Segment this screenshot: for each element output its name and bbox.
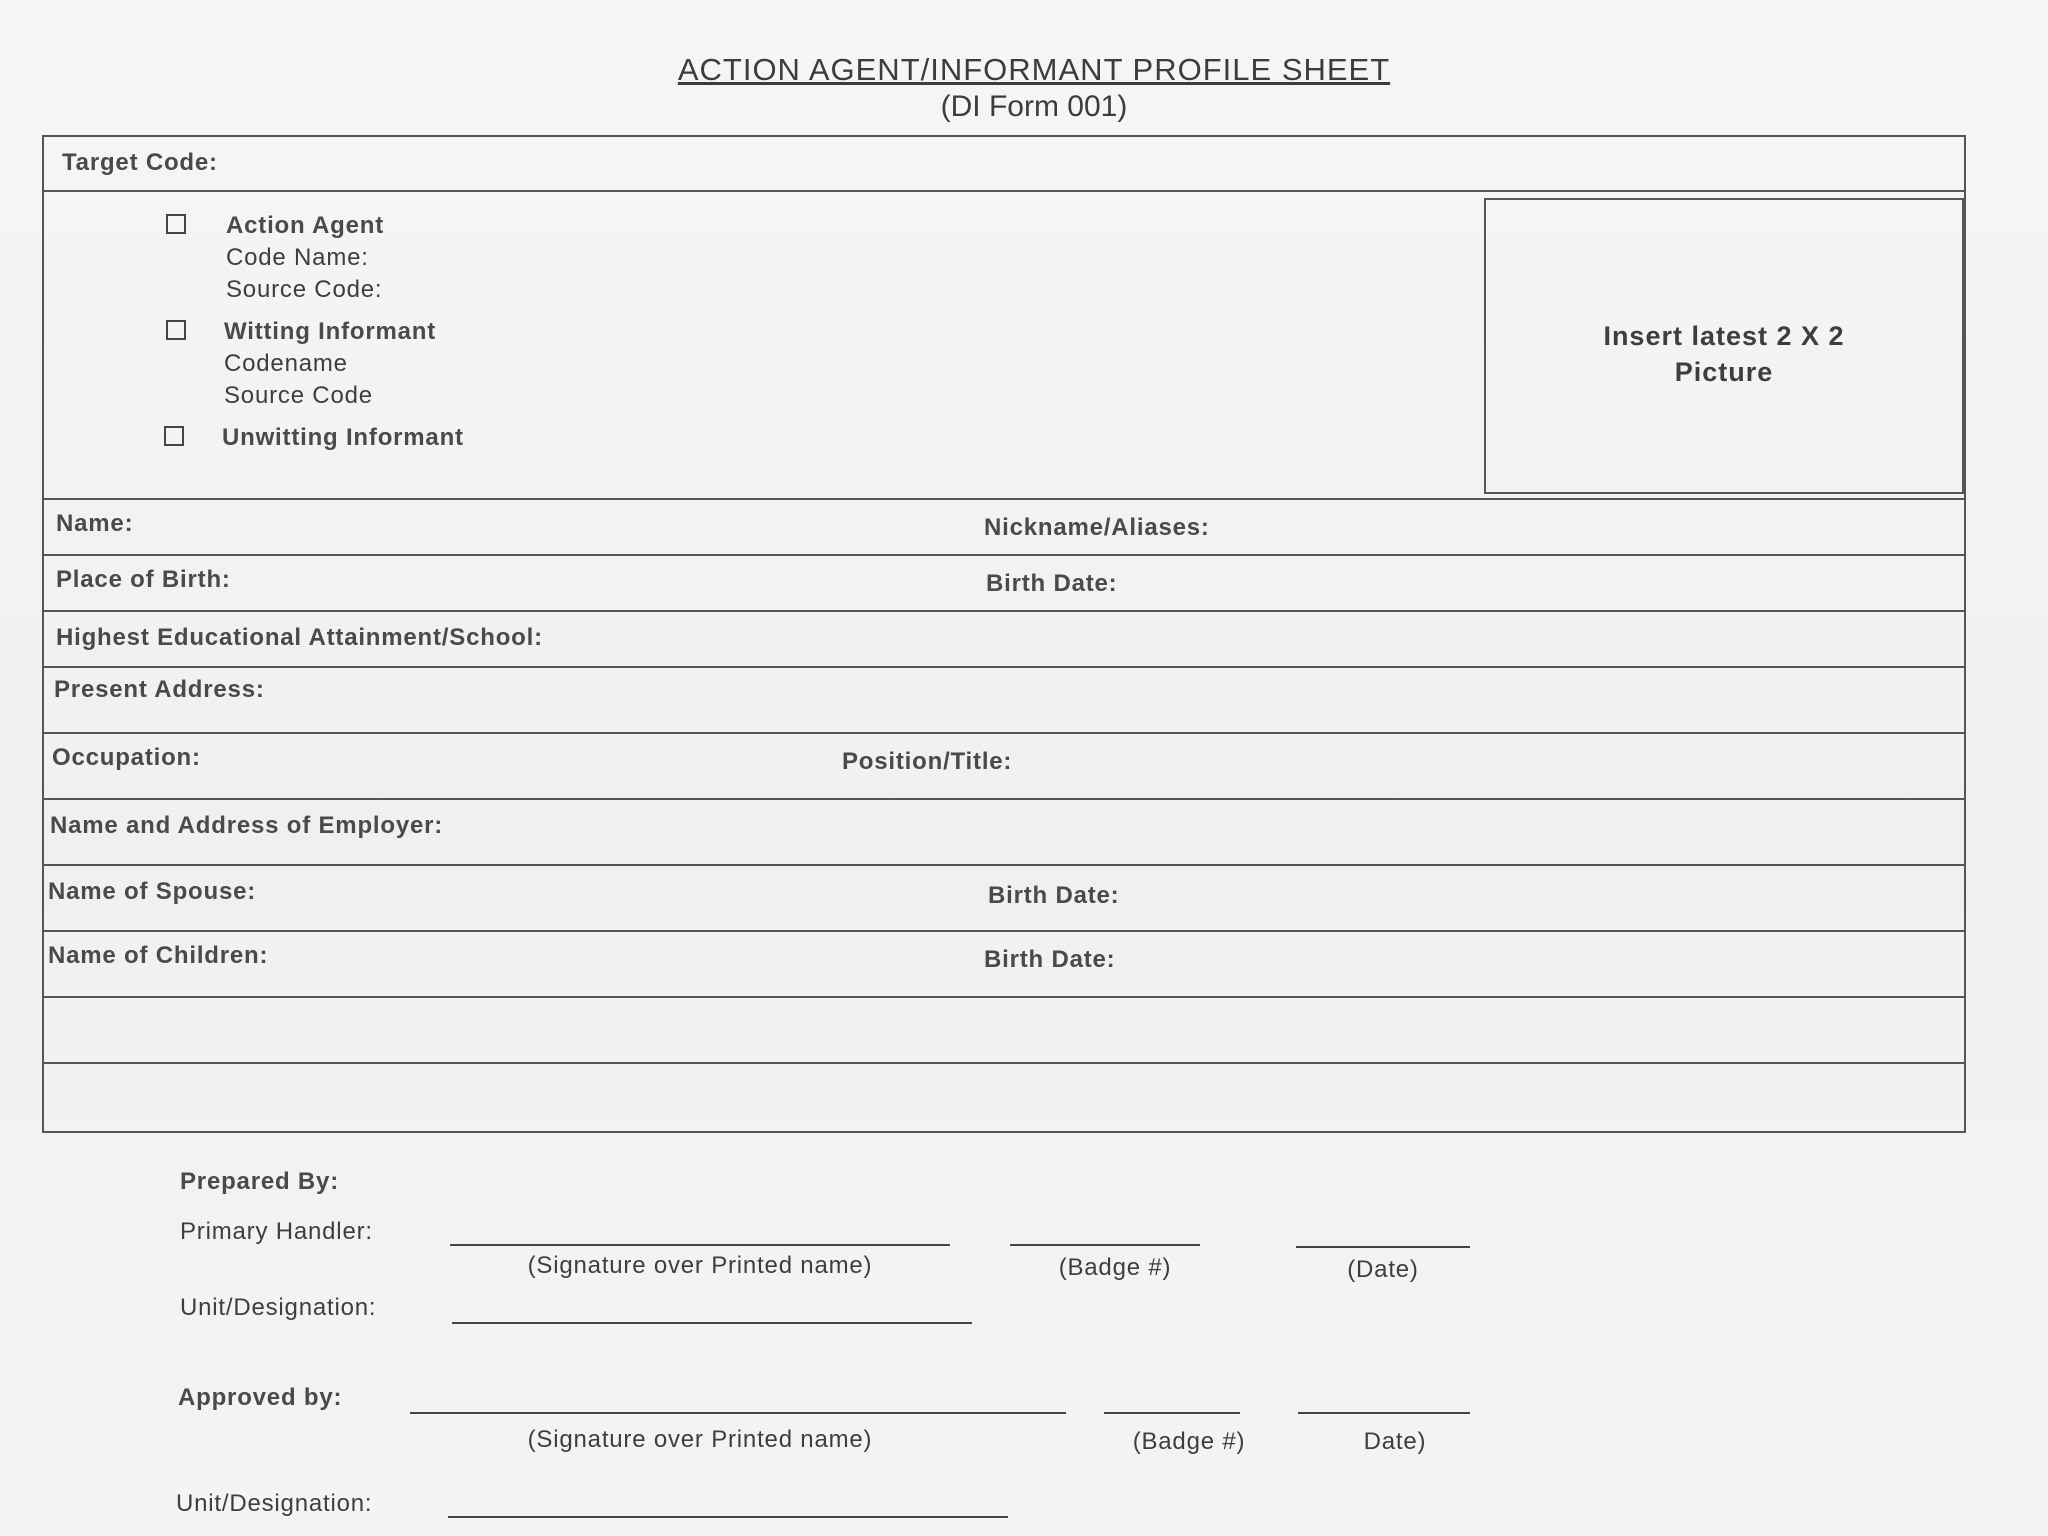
form-subtitle: (DI Form 001) [940,90,1128,123]
unwitting-informant-checkbox[interactable] [164,426,184,446]
present-address-row[interactable] [44,668,1964,734]
place-of-birth-label: Place of Birth: [56,566,231,593]
unit-designation-line-1[interactable] [452,1322,972,1324]
approved-by-badge-line[interactable] [1104,1412,1240,1414]
date-caption-2: Date) [1363,1428,1427,1455]
badge-caption-2: (Badge #) [1132,1428,1246,1455]
witting-informant-label: Witting Informant [224,318,437,345]
primary-handler-signature-line[interactable] [450,1244,950,1246]
prepared-by-label: Prepared By: [180,1168,339,1195]
code-name-label: Code Name: [226,244,369,271]
photo-placeholder[interactable] [1484,198,1964,494]
badge-caption-1: (Badge #) [1058,1254,1172,1281]
name-row[interactable] [44,500,1964,556]
name-label: Name: [56,510,134,537]
primary-handler-date-line[interactable] [1296,1246,1470,1248]
approved-by-signature-line[interactable] [410,1412,1066,1414]
spouse-row[interactable] [44,866,1964,932]
spouse-label: Name of Spouse: [48,878,257,905]
photo-instruction-line2: Picture [1674,357,1774,387]
unit-designation-line-2[interactable] [448,1516,1008,1518]
approved-by-label: Approved by: [178,1384,343,1411]
education-label: Highest Educational Attainment/School: [56,624,543,651]
primary-handler-label: Primary Handler: [180,1218,373,1245]
birth-date-label-3: Birth Date: [984,946,1116,973]
source-code-label-1: Source Code: [226,276,383,303]
action-agent-checkbox[interactable] [166,214,186,234]
present-address-label: Present Address: [54,676,265,703]
nickname-label: Nickname/Aliases: [984,514,1210,541]
employer-label: Name and Address of Employer: [50,812,444,839]
unit-designation-label-1: Unit/Designation: [180,1294,377,1321]
approved-by-date-line[interactable] [1298,1412,1470,1414]
birth-date-label-1: Birth Date: [986,570,1118,597]
birth-date-label-2: Birth Date: [988,882,1120,909]
profile-form-table [42,135,1966,1133]
place-of-birth-row[interactable] [44,556,1964,612]
photo-instruction-line1: Insert latest 2 X 2 [1603,321,1845,351]
action-agent-label: Action Agent [226,212,385,239]
codename-label: Codename [224,350,348,377]
form-title: ACTION AGENT/INFORMANT PROFILE SHEET [677,52,1391,87]
children-row[interactable] [44,932,1964,998]
primary-handler-badge-line[interactable] [1010,1244,1200,1246]
target-code-row[interactable] [44,137,1964,192]
blank-row-1[interactable] [44,998,1964,1064]
signature-caption-2: (Signature over Printed name) [527,1426,873,1453]
witting-informant-checkbox[interactable] [166,320,186,340]
education-row[interactable] [44,612,1964,668]
unwitting-informant-label: Unwitting Informant [222,424,464,451]
position-label: Position/Title: [842,748,1013,775]
signature-caption-1: (Signature over Printed name) [527,1252,873,1279]
occupation-row[interactable] [44,734,1964,800]
form-header [0,52,2048,124]
children-label: Name of Children: [48,942,269,969]
classification-row [44,192,1964,500]
occupation-label: Occupation: [52,744,201,771]
date-caption-1: (Date) [1347,1256,1419,1283]
employer-row[interactable] [44,800,1964,866]
source-code-label-2: Source Code [224,382,373,409]
blank-row-2[interactable] [44,1064,1964,1131]
unit-designation-label-2: Unit/Designation: [176,1490,373,1517]
target-code-label: Target Code: [62,149,218,176]
